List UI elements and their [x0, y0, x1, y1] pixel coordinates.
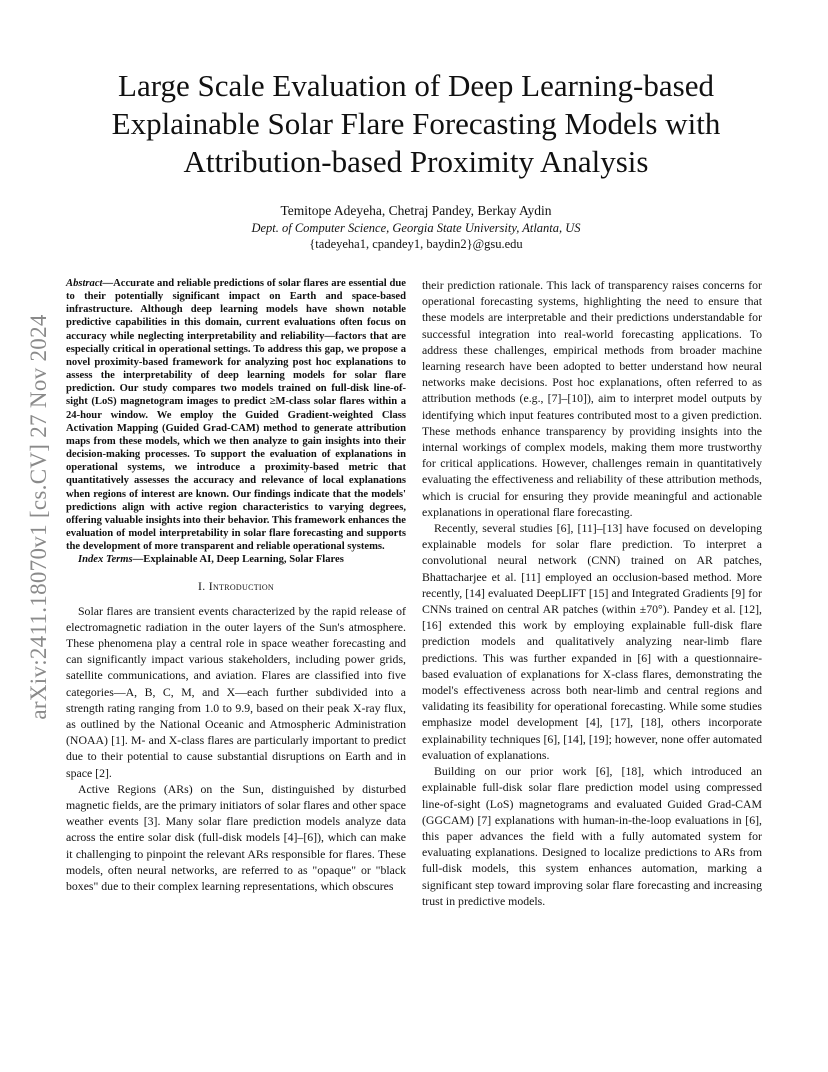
- abstract: [66, 277, 406, 553]
- intro-paragraph-2: Active Regions (ARs) on the Sun, distinguished by disturbed magnetic fields, are the primary initiators of solar flares and other space weather events [3]. Many solar flare prediction models analyze data across the entire solar disk (full-disk models [4]–[6]), which can make it challenging to pinpoint the relevant ARs responsible for flares. These models, often neural networks, are referred to as "opaque" or "black boxes" due to their complex learning representations, which obscures: [66, 781, 406, 894]
- section-heading-introduction: I. Introduction: [197, 579, 275, 594]
- left-column: [66, 277, 406, 894]
- title-line: Attribution-based Proximity Analysis: [183, 144, 649, 179]
- author-list: Temitope Adeyeha, Chetraj Pandey, Berkay Aydin: [280, 203, 552, 218]
- author-emails: {tadeyeha1, cpandey1, baydin2}@gsu.edu: [309, 237, 523, 251]
- index-terms-lead: Index Terms: [78, 554, 133, 566]
- title-line: Large Scale Evaluation of Deep Learning-based: [118, 68, 714, 103]
- right-column: [422, 277, 762, 909]
- title-line: Explainable Solar Flare Forecasting Models with: [111, 106, 721, 141]
- affiliation: Dept. of Computer Science, Georgia State University, Atlanta, US: [251, 221, 581, 235]
- index-terms-text: —Explainable AI, Deep Learning, Solar Flares: [132, 554, 344, 566]
- arxiv-sidebar-stamp: [22, 272, 56, 762]
- paper-title: [60, 67, 772, 181]
- index-terms: [66, 553, 406, 566]
- intro-paragraph-1: Solar flares are transient events characterized by the rapid release of electromagnetic radiation in the outer layers of the Sun's atmosphere. These phenomena play a central role in space weather forecasting and can significantly impact various stakeholders, including power grids, satellite communications, and aviation. Flares are classified into five categories—A, B, C, M, and X—each further subdivided into a strength rating ranging from 1.0 to 9.9, based on their peak X-ray flux, as outlined by the National Oceanic and Atmospheric Administration (NOAA) [1]. M- and X-class flares are particularly important to predict due to their potential to cause substantial disruptions on Earth and in space [2].: [66, 603, 406, 780]
- intro-paragraph-3: Recently, several studies [6], [11]–[13] have focused on developing explainable models for solar flare prediction. To interpret a convolutional neural network (CNN) trained on AR patches, Bhattacharjee et al. [11] employed an occlusion-based method. More recently, [14] evaluated DeepLIFT [15] and Integrated Gradients [9] for CNNs trained on central AR patches (within ±70°). Pandey et al. [12], [16] extended this work by employing explainable full-disk flare prediction models and qualitatively analyzing near-limb flare predictions. This was further expanded in [6] with a questionnaire-based evaluation of explanations for X-class flares, demonstrating the model's effectiveness across both near-limb and central regions and validating its feasibility for operational forecasting. While some studies emphasize model development [4], [17], [18], others incorporate explainability techniques [6], [14], [19]; however, none offer automated evaluation of explanations.: [422, 521, 762, 762]
- arxiv-identifier: arXiv:2411.18070v1 [cs.CV] 27 Nov 2024: [26, 314, 51, 720]
- intro-paragraph-2-continued: their prediction rationale. This lack of transparency raises concerns for operational forecasting systems, highlighting the need to ensure that these models are interpretable and their predictions understandable for successful integration into real-world forecasting applications. To address these challenges, empirical methods from broader machine learning research have been adopted to better understand how neural networks make decisions. Post hoc explanations, often referred to as attribution methods (e.g., [7]–[10]), aim to interpret model outputs by identifying which input features contributed most to a given prediction. These methods enhance transparency by providing insights into the internal workings of complex models, making them more trustworthy for critical applications. However, challenges remain in quantitatively evaluating the effectiveness and reliability of these attribution methods, which is crucial for ensuring they provide meaningful and actionable explanations in operational flare forecasting.: [422, 278, 762, 519]
- abstract-lead: Abstract: [66, 278, 103, 289]
- abstract-text: —Accurate and reliable predictions of solar flares are essential due to their potentially significant impact on Earth and space-based infrastructure. Although deep learning models have shown notable predictive capabilities in this domain, current evaluations often focus on accuracy while neglecting interpretability and reliability—factors that are especially critical in operational settings. To address this gap, we propose a novel proximity-based framework for analyzing post hoc explanations to assess the interpretability of deep learning models for solar flare prediction. Our study compares two models trained on full-disk line-of-sight (LoS) magnetogram images to predict ≥M-class solar flares within a 24-hour window. We employ the Guided Gradient-weighted Class Activation Mapping (Guided Grad-CAM) method to generate attribution maps from these models, which we then analyze to gain insights into their decision-making processes. To support the evaluation of explanations in operational systems, we introduce a proximity-based metric that quantitatively assesses the accuracy and relevance of local explanations when regions of interest are known. Our findings indicate that the models' predictions align with active region characteristics to varying degrees, offering valuable insights into their behavior. This framework enhances the evaluation of model interpretability in solar flare forecasting and supports the development of more transparent and reliable operational systems.: [66, 278, 406, 553]
- intro-paragraph-4: Building on our prior work [6], [18], which introduced an explainable full-disk solar flare prediction model using compressed line-of-sight (LoS) magnetograms and evaluated Guided Grad-CAM (GGCAM) [7] explanations with human-in-the-loop evaluations in [6], this paper advances the field with a fully automated system for evaluating explanations. Designed to localize predictions to ARs from full-disk models, this system enhances automation, marking a significant step toward improving solar flare forecasting and increasing trust in predictive models.: [422, 764, 762, 908]
